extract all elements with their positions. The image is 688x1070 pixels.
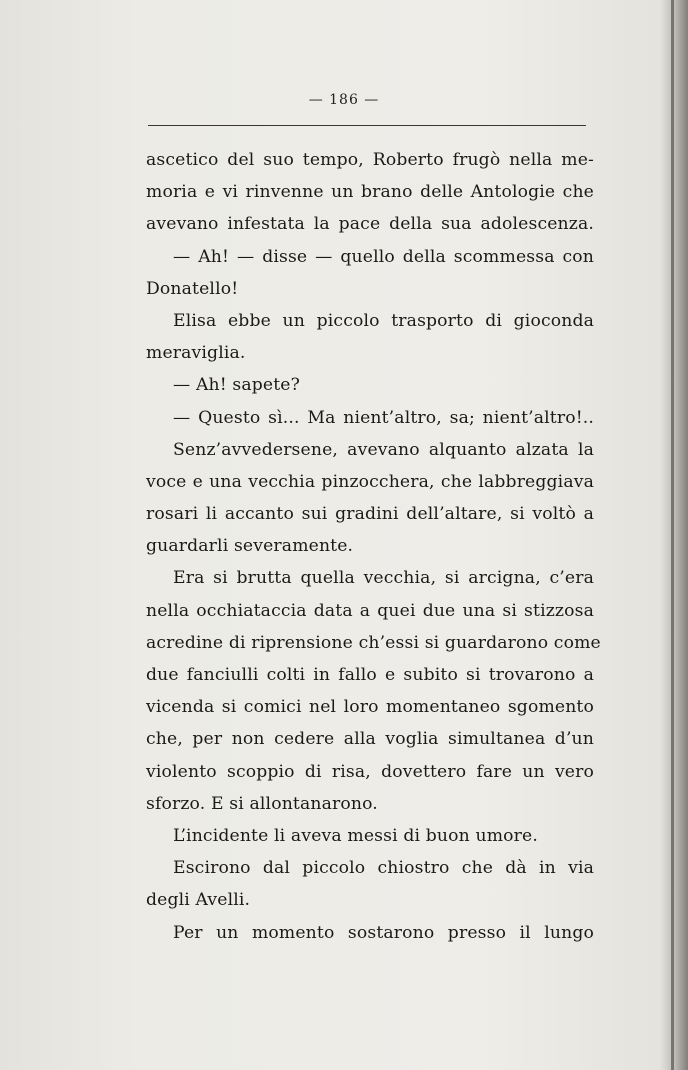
text-line: che, per non cedere alla voglia simultanea d’un xyxy=(146,729,594,750)
text-line: vicenda si comici nel loro momentaneo sgomento xyxy=(146,697,594,718)
text-line: rosari li accanto sui gradini dell’altare, si voltò a xyxy=(146,504,594,525)
text-line: nella occhiataccia data a quei due una si stizzosa xyxy=(146,600,594,621)
text-line: — Ah! sapete? xyxy=(173,375,300,396)
text-line: L’incidente li aveva messi di buon umore. xyxy=(173,825,538,846)
text-line: acredine di riprensione ch’essi si guardarono come xyxy=(146,632,601,653)
text-line: moria e vi rinvenne un brano delle Antologie che xyxy=(146,182,594,203)
text-line: degli Avelli. xyxy=(146,890,251,911)
text-line: Escirono dal piccolo chiostro che dà in via xyxy=(173,858,594,879)
page-gutter-shadow xyxy=(660,0,688,1070)
text-line: avevano infestata la pace della sua adolescenza. xyxy=(146,214,594,235)
text-line: voce e una vecchia pinzocchera, che labbreggiava xyxy=(146,471,594,492)
text-line: ascetico del suo tempo, Roberto frugò nella me- xyxy=(146,150,594,170)
text-line: due fanciulli colti in fallo e subito si trovarono a xyxy=(146,665,594,685)
text-line: — Questo sì... Ma nient’altro, sa; nient’altro!.. xyxy=(173,407,594,428)
header-rule xyxy=(148,125,586,126)
text-line: Donatello! xyxy=(146,278,239,299)
text-line: Senz’avvedersene, avevano alquanto alzata la xyxy=(173,439,594,460)
text-line: Elisa ebbe un piccolo trasporto di gioconda xyxy=(173,310,594,331)
text-line: violento scoppio di risa, dovettero fare un vero xyxy=(146,761,594,782)
text-line: — Ah! — disse — quello della scommessa con xyxy=(173,246,594,267)
page-number: — 186 — xyxy=(308,92,380,108)
text-line: guardarli severamente. xyxy=(146,536,354,557)
body-text xyxy=(146,144,601,949)
text-line: sforzo. E si allontanarono. xyxy=(146,793,378,814)
text-line: Per un momento sostarono presso il lungo xyxy=(173,922,594,943)
page-edge xyxy=(671,0,674,1070)
text-line: meraviglia. xyxy=(146,343,246,364)
text-line: Era si brutta quella vecchia, si arcigna, c’era xyxy=(173,568,594,589)
